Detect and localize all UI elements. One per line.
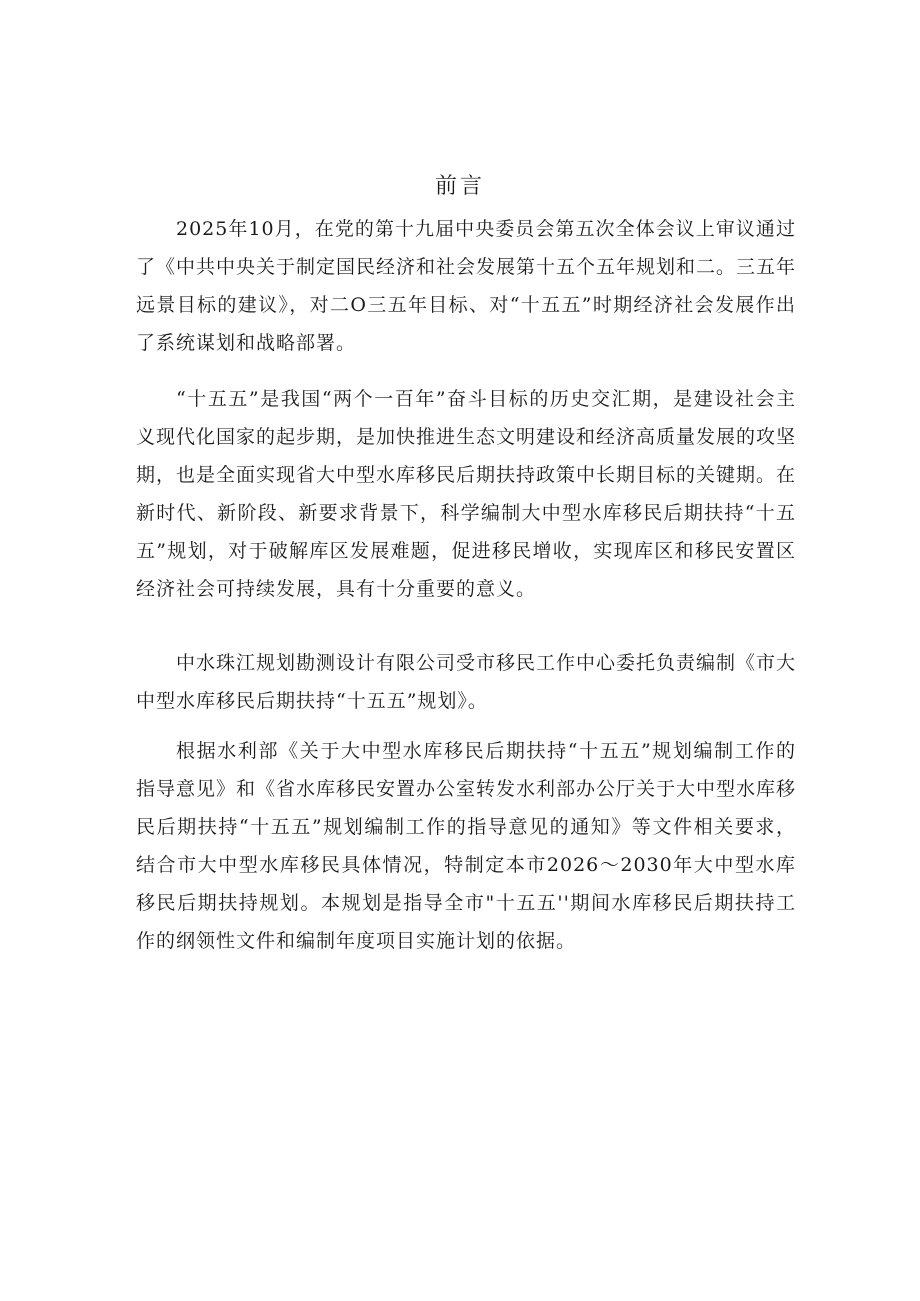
paragraph-4: 根据水利部《关于大中型水库移民后期扶持“十五五”规划编制工作的指导意见》和《省水库移民安置办公室转发水利部办公厅关于大中型水库移民后期扶持“十五五”规划编制工作的指导意见的通知》等文件相关要求，结合市大中型水库移民具体情况，特制定本市2026〜2030年大中型水库移民后期扶持规划。本规划是指导全市"十五五''期间水库移民后期扶持工作的纲领性文件和编制年度项目实施计划的依据。 bbox=[136, 740, 797, 952]
paragraph-2: “十五五”是我国“两个一百年”奋斗目标的历史交汇期，是建设社会主义现代化国家的起步期，是加快推进生态文明建设和经济高质量发展的攻坚期，也是全面实现省大中型水库移民后期扶持政策中长期目标的关键期。在新时代、新阶段、新要求背景下，科学编制大中型水库移民后期扶持“十五五”规划，对于破解库区发展难题，促进移民增收，实现库区和移民安置区经济社会可持续发展，具有十分重要的意义。 bbox=[136, 388, 797, 600]
page-title: 前言 bbox=[434, 174, 485, 199]
paragraph-1: 2025年10月，在党的第十九届中央委员会第五次全体会议上审议通过了《中共中央关于制定国民经济和社会发展第十五个五年规划和二。三五年远景目标的建议》，对二O三五年目标、对“十五五”时期经济社会发展作出了系统谋划和战略部署。 bbox=[136, 218, 797, 354]
paragraph-3: 中水珠江规划勘测设计有限公司受市移民工作中心委托负责编制《市大中型水库移民后期扶持“十五五”规划》。 bbox=[136, 652, 797, 712]
